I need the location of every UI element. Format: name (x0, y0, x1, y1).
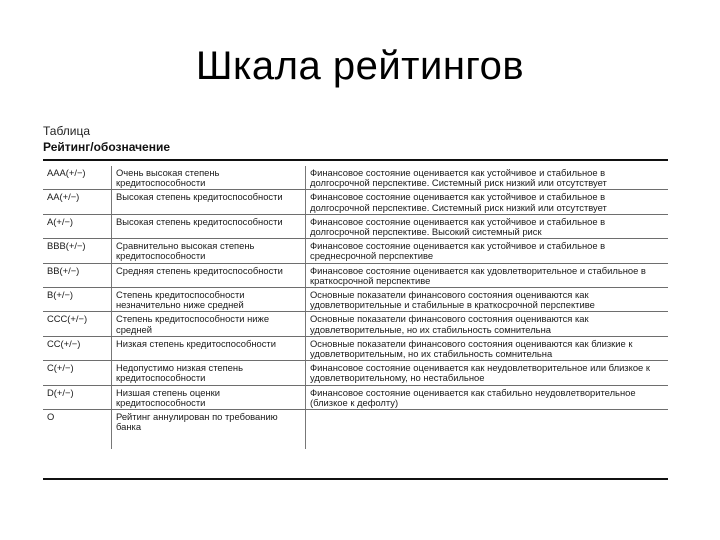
table-caption: Таблица (43, 124, 91, 138)
table-subcaption: Рейтинг/обозначение (43, 140, 171, 154)
creditworthiness-level: Средняя степень кредитоспособности (112, 263, 306, 287)
financial-condition: Основные показатели финансового состояния оцениваются как близкие к удовлетворительным, но их стабильность сомнительна (306, 336, 669, 360)
rating-code: C(+/−) (43, 361, 112, 385)
rating-code: BBB(+/−) (43, 239, 112, 263)
table-row (43, 410, 668, 450)
creditworthiness-level: Низшая степень оценки кредитоспособности (112, 385, 306, 409)
financial-condition: Финансовое состояние оценивается как устойчивое и стабильное в долгосрочной перспективе. Системный риск низкий или отсутствует (306, 190, 669, 214)
creditworthiness-level: Рейтинг аннулирован по требованию банка (112, 410, 306, 450)
financial-condition: Основные показатели финансового состояния оцениваются как удовлетворительные, но их стабильность сомнительна (306, 312, 669, 336)
financial-condition: Финансовое состояние оценивается как устойчивое и стабильное в среднесрочной перспективе (306, 239, 669, 263)
table-bottom-rule (43, 478, 668, 480)
table-row (43, 190, 668, 214)
creditworthiness-level: Высокая степень кредитоспособности (112, 190, 306, 214)
financial-condition (306, 410, 669, 450)
rating-code: A(+/−) (43, 214, 112, 238)
creditworthiness-level: Недопустимо низкая степень кредитоспособности (112, 361, 306, 385)
rating-code: B(+/−) (43, 288, 112, 312)
rating-code: AAA(+/−) (43, 166, 112, 190)
financial-condition: Финансовое состояние оценивается как стабильно неудовлетворительное (близкое к дефолту) (306, 385, 669, 409)
rating-code: AA(+/−) (43, 190, 112, 214)
table-row (43, 166, 668, 190)
creditworthiness-level: Низкая степень кредитоспособности (112, 336, 306, 360)
table-row (43, 288, 668, 312)
table-row (43, 312, 668, 336)
table-row (43, 214, 668, 238)
rating-code: O (43, 410, 112, 450)
rating-code: BB(+/−) (43, 263, 112, 287)
creditworthiness-level: Очень высокая степень кредитоспособности (112, 166, 306, 190)
financial-condition: Финансовое состояние оценивается как неудовлетворительное или близкое к удовлетворительному, но нестабильное (306, 361, 669, 385)
rating-code: CC(+/−) (43, 336, 112, 360)
financial-condition: Финансовое состояние оценивается как удовлетворительное и стабильное в краткосрочной перспективе (306, 263, 669, 287)
creditworthiness-level: Высокая степень кредитоспособности (112, 214, 306, 238)
financial-condition: Основные показатели финансового состояния оцениваются как удовлетворительные и стабильные в краткосрочной перспективе (306, 288, 669, 312)
table-row (43, 239, 668, 263)
table-top-rule (43, 159, 668, 161)
creditworthiness-level: Степень кредитоспособности ниже средней (112, 312, 306, 336)
financial-condition: Финансовое состояние оценивается как устойчивое и стабильное в долгосрочной перспективе. Высокий системный риск (306, 214, 669, 238)
rating-scale-table (43, 166, 668, 449)
creditworthiness-level: Сравнительно высокая степень кредитоспособности (112, 239, 306, 263)
financial-condition: Финансовое состояние оценивается как устойчивое и стабильное в долгосрочной перспективе. Системный риск низкий или отсутствует (306, 166, 669, 190)
slide-title: Шкала рейтингов (195, 44, 525, 88)
table-row (43, 385, 668, 409)
rating-code: D(+/−) (43, 385, 112, 409)
table-row (43, 361, 668, 385)
rating-code: CCC(+/−) (43, 312, 112, 336)
table-row (43, 336, 668, 360)
creditworthiness-level: Степень кредитоспособности незначительно ниже средней (112, 288, 306, 312)
table-row (43, 263, 668, 287)
